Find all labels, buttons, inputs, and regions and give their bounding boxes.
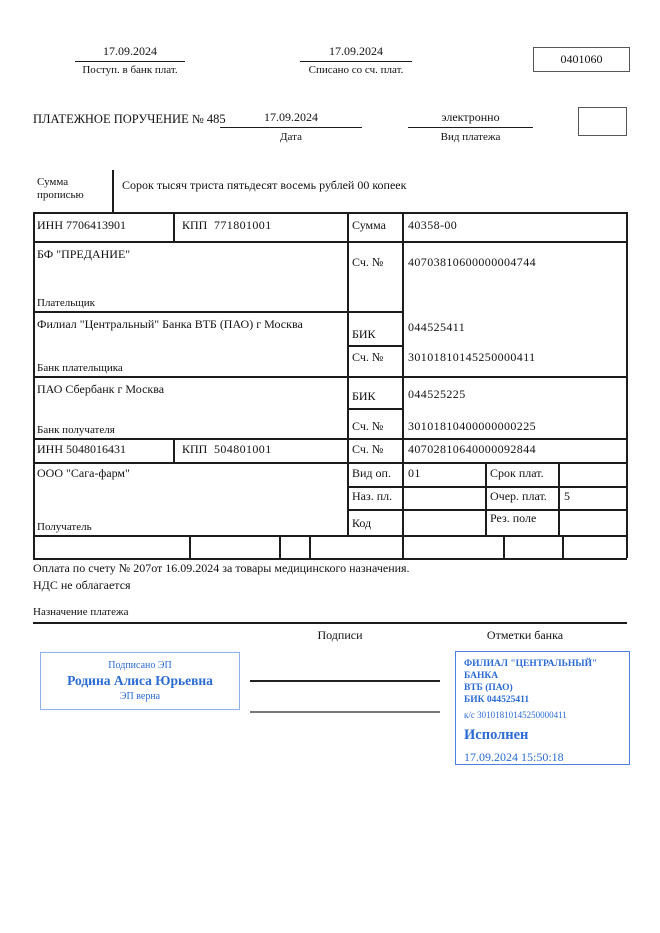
received-in-bank-label: Поступ. в банк плат. [82,64,178,76]
payer-bank-account-label: Сч. № [352,350,384,364]
operation-type-label: Вид оп. [352,466,391,480]
priority-value: 5 [564,489,571,503]
payer-bank-section-label: Банк плательщика [37,362,123,374]
signatures-label: Подписи [317,628,363,642]
purpose-line-1: Оплата по счету № 207от 16.09.2024 за товары медицинского назначения. [33,561,410,575]
divider [562,535,564,558]
payer-account-label: Сч. № [352,255,384,269]
divider [558,462,560,535]
payer-kpp-label: КПП [182,218,208,232]
divider [347,486,627,488]
payer-inn: ИНН 7706413901 [37,218,126,232]
signature-stamp-line: Подписано ЭП [108,660,172,671]
payer-bank-name: Филиал "Центральный" Банка ВТБ (ПАО) г Москва [37,317,303,331]
divider [33,241,627,243]
divider [309,535,311,558]
divider [173,438,175,462]
payer-bank-bik-label: БИК [352,327,376,341]
purpose-section-label: Назначение платежа [33,606,129,618]
payee-inn: ИНН 5048016431 [37,442,126,456]
divider [626,212,628,558]
divider [33,438,627,440]
divider [33,622,627,624]
payment-kind-value: электронно [408,110,533,128]
payee-kpp-label: КПП [182,442,208,456]
divider [112,170,114,212]
amount-words-label: Сумма прописью [37,176,84,201]
payee-section-label: Получатель [37,521,92,533]
bank-execution-stamp [455,651,630,765]
payer-kpp: 771801001 [214,218,272,232]
payer-section-label: Плательщик [37,297,95,309]
divider [33,376,627,378]
payee-kpp: 504801001 [214,442,272,456]
payee-name: ООО "Сага-фарм" [37,466,130,480]
payee-account-label: Сч. № [352,442,384,456]
payee-bank-account: 30101810400000000225 [408,419,536,433]
bank-stamp-corr-account: к/с 30101810145250000411 [464,709,567,720]
divider [33,535,627,537]
form-code-box: 0401060 [533,47,630,72]
payee-account: 40702810640000092844 [408,442,536,456]
payee-bank-bik-label: БИК [352,389,376,403]
document-date-label: Дата [280,131,302,143]
divider [173,212,175,241]
bank-marks-label: Отметки банка [486,628,564,642]
payer-bank-account: 30101810145250000411 [408,350,536,364]
purpose-line-2: НДС не облагается [33,578,131,592]
divider [33,212,35,558]
document-date: 17.09.2024 [220,110,362,128]
debited-from-account-date: 17.09.2024 [300,44,412,62]
payment-term-label: Срок плат. [490,466,544,480]
divider [347,345,402,347]
payer-bank-bik: 044525411 [408,320,466,334]
divider [347,509,627,511]
divider [503,535,505,558]
payee-bank-name: ПАО Сбербанк г Москва [37,382,165,396]
signer-name: Родина Алиса Юрьевна [67,673,213,688]
divider [33,212,627,214]
divider [33,462,627,464]
signature-line-1 [250,680,440,682]
bank-stamp-bank: ВТБ (ПАО) [464,682,513,693]
payer-account: 40703810600000004744 [408,255,536,269]
received-in-bank-date: 17.09.2024 [75,44,185,62]
payee-bank-bik: 044525225 [408,387,466,401]
divider [402,212,404,558]
bank-stamp-bik: БИК 044525411 [464,694,530,705]
bank-stamp-datetime: 17.09.2024 15:50:18 [464,749,564,764]
amount-words-value: Сорок тысяч триста пятьдесят восемь рублей 00 копеек [122,178,407,192]
priority-label: Очер. плат. [490,489,547,503]
debited-from-account-label: Списано со сч. плат. [308,64,404,76]
payment-kind-label: Вид платежа [440,131,501,143]
divider [33,558,627,560]
divider [279,535,281,558]
bank-stamp-branch: ФИЛИАЛ "ЦЕНТРАЛЬНЫЙ" БАНКА [464,659,598,681]
code-label: Код [352,516,372,530]
payee-bank-account-label: Сч. № [352,419,384,433]
status-code-box [578,107,627,136]
signature-line-2 [250,711,440,713]
sum-label: Сумма [352,218,386,232]
reserve-field-label: Рез. поле [490,511,537,525]
bank-stamp-status: Исполнен [464,726,529,743]
payment-purpose-code-label: Наз. пл. [352,489,393,503]
operation-type-value: 01 [408,466,421,480]
signature-valid-label: ЭП верна [119,691,161,702]
document-title: ПЛАТЕЖНОЕ ПОРУЧЕНИЕ № 485 [33,112,226,126]
divider [347,212,349,535]
divider [485,462,487,535]
sum-value: 40358-00 [408,218,458,232]
divider [189,535,191,558]
electronic-signature-stamp [40,652,240,710]
divider [347,408,402,410]
payee-bank-section-label: Банк получателя [37,424,115,436]
payer-name: БФ "ПРЕДАНИЕ" [37,247,131,261]
